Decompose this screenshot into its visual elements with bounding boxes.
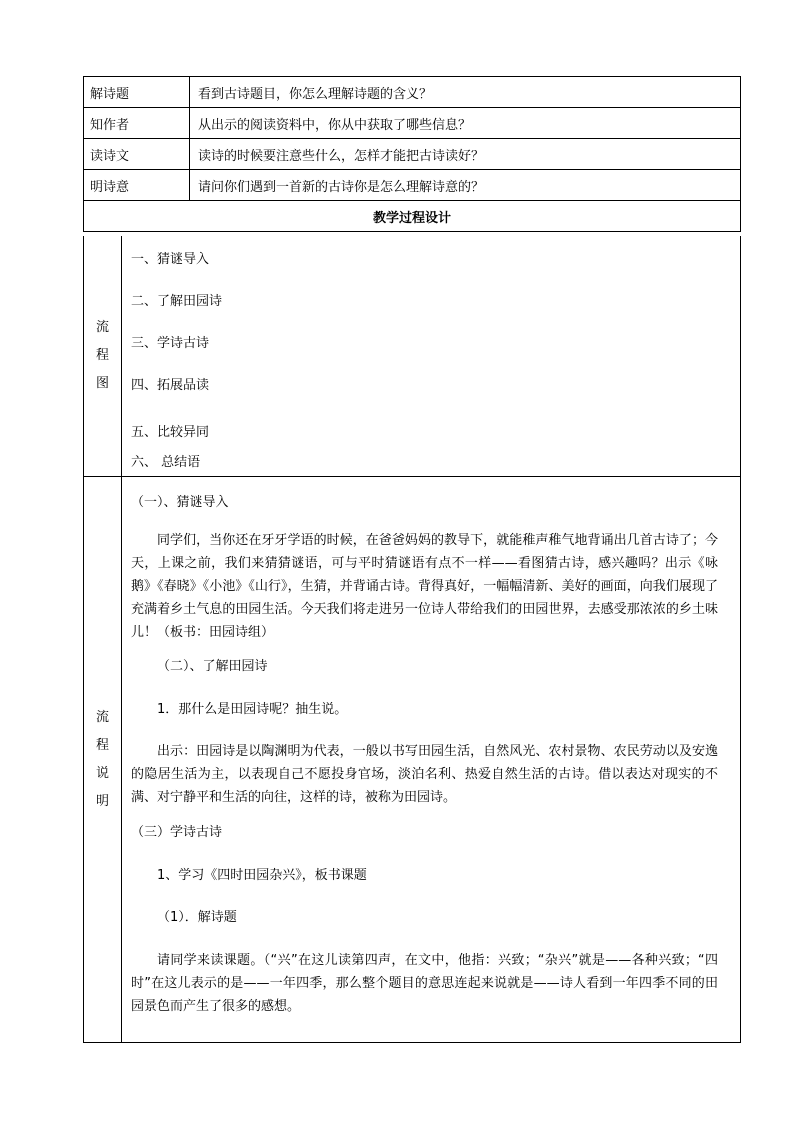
row-text: 看到古诗题目，你怎么理解诗题的含义？	[190, 77, 741, 108]
table-row	[84, 77, 741, 108]
table-row	[84, 108, 741, 139]
flow-desc-label-char: 流	[95, 709, 109, 725]
flow-desc-label-char: 说	[95, 765, 109, 781]
lesson-plan-table	[83, 76, 741, 232]
flow-chart-label	[84, 236, 122, 477]
flow-chart-label-char: 程	[95, 348, 109, 363]
flow-chart-row	[84, 236, 741, 477]
paragraph: 出示：田园诗是以陶渊明为代表，一般以书写田园生活，自然风光、农村景物、农民劳动以及安逸的隐居生活为主，以表现自己不愿投身官场，淡泊名利、热爱自然生活的古诗。借以表达对现实的不满、对宁静平和生活的向往，这样的诗，被称为田园诗。	[131, 744, 718, 805]
table-row	[84, 139, 741, 170]
flow-chart-label-char: 流	[95, 320, 109, 335]
flow-desc-label	[84, 477, 122, 1043]
row-text: 从出示的阅读资料中，你从中获取了哪些信息？	[190, 108, 741, 139]
flow-item: 二、了解田园诗	[131, 294, 223, 309]
flow-desc-label-char: 明	[95, 793, 109, 809]
row-text: 读诗的时候要注意些什么，怎样才能把古诗读好？	[190, 139, 741, 170]
section-title-row	[84, 201, 741, 232]
row-label: 读诗文	[84, 139, 190, 170]
flow-desc-row	[84, 477, 741, 1043]
flow-item: 五、比较异同	[131, 425, 210, 440]
row-label: 知作者	[84, 108, 190, 139]
row-text: 请问你们遇到一首新的古诗你是怎么理解诗意的？	[190, 170, 741, 201]
paragraph: （二）、了解田园诗	[157, 659, 268, 674]
paragraph: （一）、猜谜导入	[131, 495, 229, 510]
flow-item: 六、 总结语	[131, 455, 201, 470]
flow-chart-label-char: 图	[95, 376, 109, 391]
flow-desc-label-char: 程	[95, 737, 109, 753]
paragraph: （1）．解诗题	[157, 910, 237, 925]
flow-item: 三、学诗古诗	[131, 336, 210, 351]
row-label: 解诗题	[84, 77, 190, 108]
row-label: 明诗意	[84, 170, 190, 201]
paragraph: 1．那什么是田园诗呢？抽生说。	[157, 702, 348, 717]
paragraph: 1、学习《四时田园杂兴》，板书课题	[157, 868, 367, 883]
section-title: 教学过程设计	[84, 201, 741, 232]
flow-item: 四、拓展品读	[131, 378, 210, 393]
process-table	[83, 236, 741, 1043]
paragraph: （三）学诗古诗	[131, 825, 223, 840]
paragraph: 请同学来读课题。（“兴”在这儿读第四声，在文中，他指：兴致；“杂兴”就是——各种兴致；“四时”在这儿表示的是——一年四季，那么整个题目的意思连起来说就是——诗人看到一年四季不同的田园景色而产生了很多的感想。	[131, 953, 718, 1014]
flow-desc-content	[122, 477, 741, 1043]
flow-chart-content	[122, 236, 741, 477]
table-row	[84, 170, 741, 201]
flow-item: 一、猜谜导入	[131, 252, 210, 267]
paragraph: 同学们，当你还在牙牙学语的时候，在爸爸妈妈的教导下，就能稚声稚气地背诵出几首古诗了；今天，上课之前，我们来猜猜谜语，可与平时猜谜语有点不一样——看图猜古诗，感兴趣吗？出示《咏鹅》《春晓》《小池》《山行》，生猜，并背诵古诗。背得真好，一幅幅清新、美好的画面，向我们展现了充满着乡土气息的田园生活。今天我们将走进另一位诗人带给我们的田园世界，去感受那浓浓的乡土味儿！（板书：田园诗组）	[131, 533, 718, 640]
